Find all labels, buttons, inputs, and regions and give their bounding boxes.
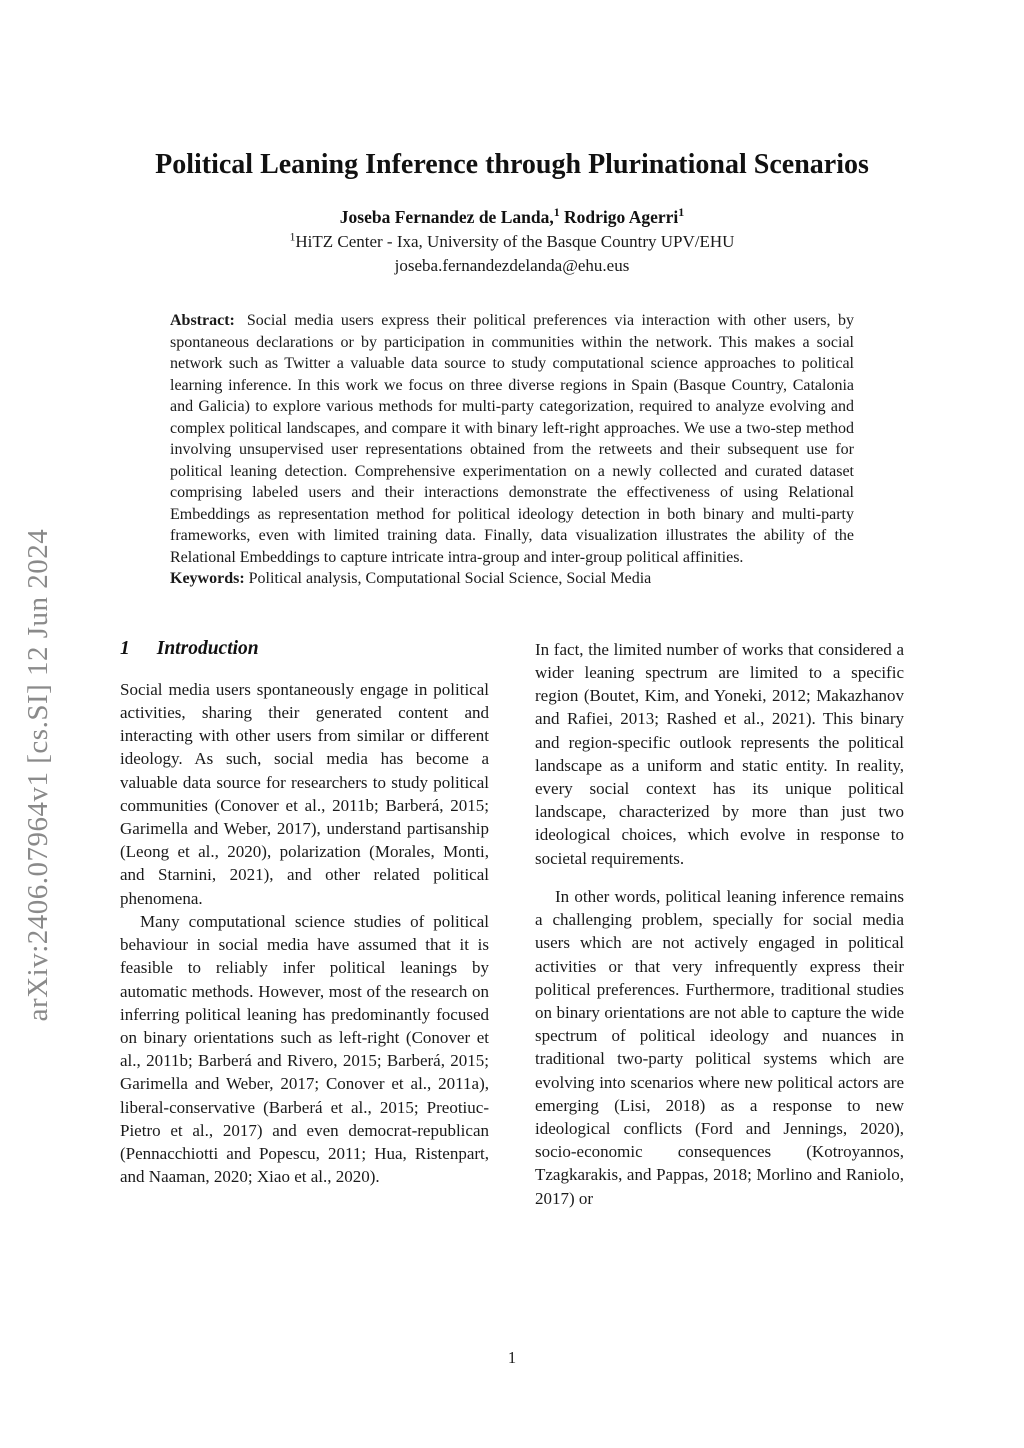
two-column-body: [120, 638, 904, 1210]
abstract-section: [170, 310, 854, 590]
section-1-title: Introduction: [156, 637, 259, 659]
keywords-text: Political analysis, Computational Social Science, Social Media: [248, 570, 652, 588]
abstract-label: Abstract:: [170, 312, 235, 330]
section-1-heading: [120, 638, 489, 660]
intro-paragraph-3: In fact, the limited number of works that considered a wider leaning spectrum are limited to a specific region (Boutet, Kim, and Yoneki, 2012; Makazhanov and Rafiei, 2013; Rashed et al., 2021). This binary and region-specific outlook represents the political landscape as a uniform and static entity. In reality, every social context has its unique political landscape, characterized by more than just two ideological choices, which evolve in response to societal requirements.: [535, 639, 904, 868]
author-1: Joseba Fernandez de Landa,: [339, 207, 554, 228]
keywords-line: [170, 568, 854, 590]
intro-paragraph-1: Social media users spontaneously engage in political activities, sharing their generated content and interacting with other users from similar or different ideology. As such, social media has become a valuable data source for researchers to study political communities (Conover et al., 2011b; Barberá, 2015; Garimella and Weber, 2017), understand partisanship (Leong et al., 2020), polarization (Morales, Monti, and Starnini, 2021), and other related political phenomena.: [120, 679, 489, 908]
abstract-text: Social media users express their political preferences via interaction with other users, by spontaneous declarations or by participation in communities within the network. This makes a social network such as Twitter a valuable data source to study computational science approaches to political learning inference. In this work we focus on three diverse regions in Spain (Basque Country, Catalonia and Galicia) to explore various methods for multi-party categorization, required to analyze evolving and complex political landscapes, and compare it with binary left-right approaches. We use a two-step method involving unsupervised user representations obtained from the retweets and their subsequent use for political leaning detection. Comprehensive experimentation on a newly collected and curated dataset comprising labeled users and their interactions demonstrate the effectiveness of using Relational Embeddings as representation method for political ideology detection in both binary and multi-party frameworks, even with limited training data. Finally, data visualization illustrates the ability of the Relational Embeddings to capture intricate intra-group and inter-group political affinities.: [170, 312, 854, 566]
author-2: Rodrigo Agerri: [564, 207, 679, 228]
keywords-label: Keywords:: [170, 570, 245, 588]
affiliation-text: HiTZ Center - Ixa, University of the Basque Country UPV/EHU: [295, 232, 735, 252]
page-number: 1: [507, 1348, 517, 1367]
author-1-affiliation-mark: 1: [553, 205, 560, 220]
left-column: [120, 638, 489, 1210]
authors-line: [0, 207, 1024, 228]
arxiv-watermark: arXiv:2406.07964v1 [cs.SI] 12 Jun 2024: [22, 528, 54, 1022]
right-column: [535, 638, 904, 1210]
title-block: [0, 0, 1024, 276]
author-email: joseba.fernandezdelanda@ehu.eus: [394, 256, 630, 276]
abstract-paragraph: [170, 310, 854, 568]
section-1-number: 1: [120, 637, 130, 659]
intro-paragraph-4: In other words, political leaning inference remains a challenging problem, specially for social media users which are not actively engaged in political activities or that very infrequently express their political preferences. Furthermore, traditional studies on binary orientations are not able to capture the wide spectrum of political ideology and nuances in traditional two-party political systems which are evolving into scenarios where new political actors are emerging (Lisi, 2018) as a response to new ideological conflicts (Ford and Jennings, 2020), socio-economic consequences (Kotroyannos, Tzagkarakis, and Pappas, 2018; Morlino and Raniolo, 2017) or: [535, 886, 904, 1208]
author-2-affiliation-mark: 1: [678, 205, 685, 220]
affiliation-mark: 1: [289, 230, 296, 244]
affiliation-line: [0, 232, 1024, 252]
intro-paragraph-2: Many computational science studies of political behaviour in social media have assumed that it is feasible to reliably infer political leanings by automatic methods. However, most of the research on inferring political leaning has predominantly focused on binary orientations such as left-right (Conover et al., 2011b; Barberá and Rivero, 2015; Barberá, 2015; Garimella and Weber, 2017; Conover et al., 2011a), liberal-conservative (Barberá et al., 2015; Preotiuc-Pietro et al., 2017) and even democrat-republican (Pennacchiotti and Popescu, 2011; Hua, Ristenpart, and Naaman, 2020; Xiao et al., 2020).: [120, 911, 489, 1187]
paper-title: Political Leaning Inference through Plurinational Scenarios: [155, 149, 869, 180]
